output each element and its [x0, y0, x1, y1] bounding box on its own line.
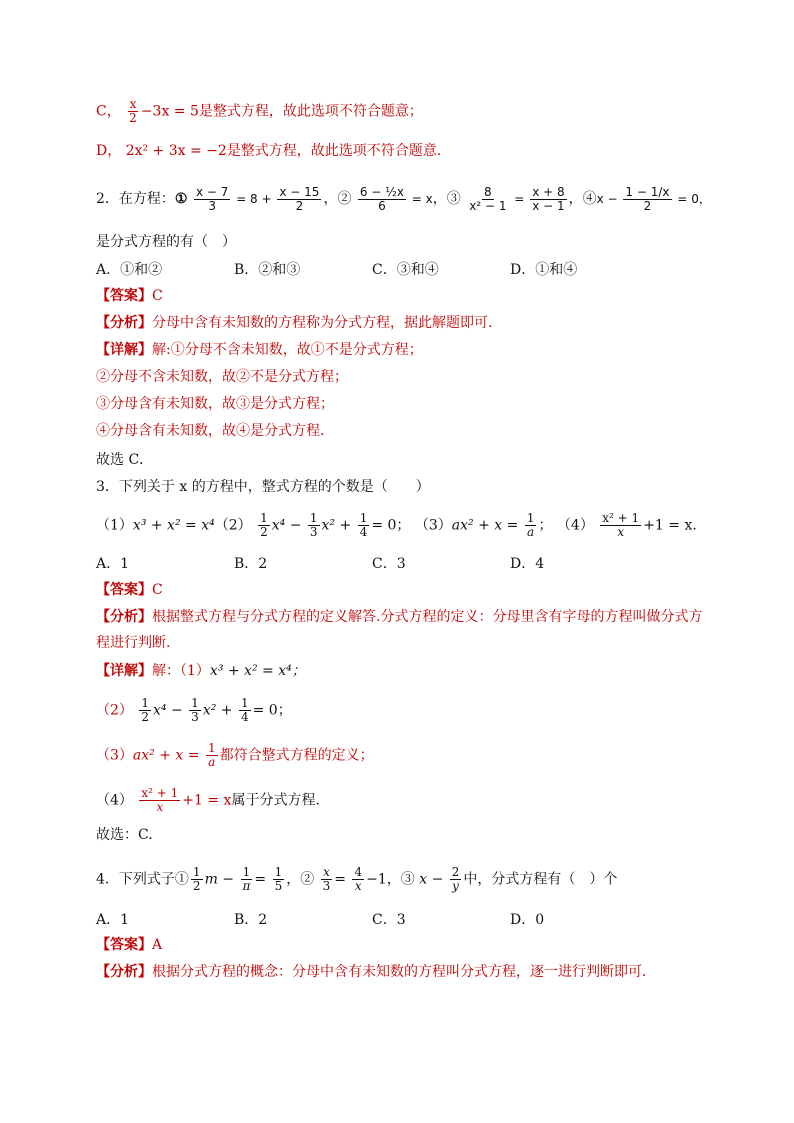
detail-line [96, 661, 306, 681]
fraction [352, 866, 364, 893]
analysis-tag: 【分析】 [96, 315, 152, 331]
equation: x² + [321, 517, 352, 534]
analysis-text: 分母中含有未知数的方程称为分式方程，据此解题即可． [152, 315, 502, 331]
equation: ； [538, 517, 553, 534]
frac-num: 6 − ½x [359, 185, 404, 199]
analysis-text: 根据分式方程的概念：分母中含有未知数的方程叫分式方程，逐一进行判断即可． [152, 964, 656, 980]
fraction [321, 866, 333, 893]
option-a: A．①和② [96, 262, 163, 278]
fraction [239, 697, 251, 724]
frac-den: 2 [129, 111, 137, 125]
analysis-text: 程进行判断. [96, 635, 171, 651]
fraction [358, 186, 406, 213]
frac-num: 1 [260, 511, 268, 525]
fraction [240, 866, 252, 893]
item-mark: （3） [414, 517, 452, 534]
detail-text: ③分母含有未知数，故③是分式方程； [96, 396, 334, 412]
equation: = [334, 871, 347, 888]
option-c: C．3 [372, 912, 406, 928]
analysis-line [96, 313, 502, 333]
frac-den: y [452, 879, 459, 893]
equation-rest: −3x = 5 [140, 103, 199, 120]
fraction [358, 512, 370, 539]
option-d-explanation [96, 141, 441, 161]
detail-text: 解:①分母不含未知数，故①不是分式方程； [152, 342, 423, 358]
analysis-text: 根据整式方程与分式方程的定义解答.分式方程的定义：分母里含有字母的方程叫做分式方 [152, 609, 703, 625]
frac-den: x [617, 525, 625, 539]
conclusion: 故选：C. [96, 827, 153, 843]
detail-line-2 [96, 697, 292, 724]
equation: x² + [202, 702, 233, 719]
detail-text: 都符合整式方程的定义； [219, 747, 374, 764]
fraction [139, 787, 180, 814]
answer-line [96, 286, 163, 306]
equation: −1 [366, 871, 387, 888]
question-4-stem [96, 866, 617, 893]
analysis-tag: 【分析】 [96, 964, 152, 980]
option-b: B．②和③ [234, 262, 301, 278]
question-lead: 4．下列式子① [96, 871, 189, 888]
frac-num: 2 [451, 865, 460, 879]
item-mark: （4） [556, 517, 594, 534]
fraction [189, 697, 201, 724]
frac-num: 1 [242, 865, 251, 879]
equation: = 0； [371, 517, 411, 534]
option-d: D．①和④ [510, 262, 578, 278]
answer-line [96, 935, 162, 955]
equation: ax² + x = [451, 517, 519, 534]
equation: x³ + x² = x⁴ [132, 517, 215, 534]
frac-den: π [242, 879, 251, 893]
equation: x⁴ − [271, 517, 302, 534]
frac-den: 3 [309, 525, 318, 539]
answer-value: A [152, 937, 163, 953]
frac-num: 1 [191, 696, 199, 710]
frac-den: x [156, 800, 164, 814]
frac-den: 2 [141, 710, 150, 724]
fraction [467, 186, 508, 213]
fraction [273, 866, 285, 893]
frac-den: 2 [295, 199, 304, 213]
question-3-stem: 3．下列关于 x 的方程中，整式方程的个数是（ ） [96, 479, 430, 495]
item-mark: （1） [96, 517, 133, 534]
frac-den: 3 [322, 879, 331, 893]
detail-text: 属于分式方程. [231, 792, 320, 809]
frac-num: 1 [240, 696, 249, 710]
frac-den: 2 [260, 525, 268, 539]
frac-den: 4 [359, 525, 368, 539]
fraction [530, 186, 566, 213]
answer-line [96, 580, 163, 600]
frac-den: 3 [191, 710, 199, 724]
option-c: C．③和④ [372, 262, 439, 278]
fraction [600, 512, 641, 539]
frac-den: a [527, 525, 535, 539]
fraction [191, 866, 203, 893]
fraction [206, 742, 218, 769]
equation: m − [204, 871, 235, 888]
mark-4: ，④ [568, 191, 597, 207]
detail-line-4 [96, 787, 320, 814]
explanation-text: 是整式方程，故此选项不符合题意. [226, 143, 442, 159]
detail-tag: 【详解】 [96, 342, 152, 358]
item-mark: （3） [96, 747, 133, 764]
item-mark: （2） [96, 702, 133, 719]
equation-mid: = [514, 192, 525, 206]
option-c-explanation [96, 98, 423, 125]
question-2-stem [96, 186, 711, 213]
mark-2: ，② [323, 191, 352, 207]
option-c: C．3 [372, 556, 406, 572]
frac-num: 1 [359, 511, 368, 525]
analysis-tag: 【分析】 [96, 609, 152, 625]
answer-tag: 【答案】 [96, 582, 152, 598]
frac-den: 3 [208, 199, 216, 213]
frac-num: x − 15 [279, 185, 320, 199]
frac-den: 5 [274, 879, 283, 893]
fraction [525, 512, 537, 539]
detail-tag: 【详解】 [96, 663, 152, 679]
equation: = 0； [252, 702, 292, 719]
option-a: A．1 [96, 912, 130, 928]
fraction [139, 697, 151, 724]
question-tail: 中，分式方程有（ ）个 [463, 871, 618, 888]
frac-num: x + 8 [532, 185, 565, 199]
question-2-tail: 是分式方程的有（ ） [96, 234, 236, 250]
option-c-label: C， [96, 103, 121, 120]
frac-num: 1 [141, 696, 150, 710]
equation: ax² + x = [132, 747, 200, 764]
conclusion: 故选 C． [96, 452, 154, 468]
equation: = [254, 871, 267, 888]
option-d: D．4 [510, 556, 545, 572]
fraction [450, 866, 462, 893]
detail-line [96, 340, 423, 360]
fraction [258, 512, 270, 539]
frac-den: 2 [643, 199, 652, 213]
analysis-line [96, 962, 656, 982]
mark-1: ① [174, 191, 188, 207]
option-a: A．1 [96, 556, 130, 572]
equation: +1 = x. [643, 517, 697, 534]
explanation-text: 是整式方程，故此选项不符合题意； [198, 103, 423, 120]
equation: +1 = x [182, 792, 232, 809]
option-d: D．0 [510, 912, 545, 928]
mark-3: ，③ [432, 191, 461, 207]
answer-value: C [152, 582, 163, 598]
frac-num: 1 [207, 741, 216, 755]
fraction [277, 186, 321, 213]
frac-num: 1 [526, 511, 535, 525]
frac-den: a [208, 755, 216, 769]
equation: x³ + x² = x⁴； [209, 663, 306, 679]
frac-num: x − 7 [195, 185, 229, 199]
frac-num: 1 [309, 511, 318, 525]
detail-text: 解：（1） [152, 663, 210, 679]
frac-num: 8 [484, 185, 492, 199]
fraction [194, 186, 230, 213]
fraction [623, 186, 671, 213]
frac-den: x − 1 [532, 199, 565, 213]
analysis-line [96, 607, 702, 627]
frac-num: 1 [192, 865, 201, 879]
equation: x⁴ − [153, 702, 183, 719]
frac-num: 1 [274, 865, 283, 879]
mark-2: ，② [286, 871, 315, 888]
option-d-label: D， [96, 143, 122, 159]
frac-den: x [354, 879, 362, 893]
frac-den: x² − 1 [469, 199, 507, 213]
frac-num: 1 − 1/x [625, 185, 670, 199]
equation-mid: = 8 + [236, 192, 272, 206]
equation-rest: = 0， [677, 192, 711, 206]
question-lead: 2．在方程： [96, 191, 175, 207]
answer-value: C [152, 288, 163, 304]
frac-den: 6 [378, 199, 386, 213]
equation: x − [419, 871, 444, 888]
detail-text: ④分母含有未知数，故④是分式方程． [96, 423, 334, 439]
fraction [308, 512, 320, 539]
equation-pre: x − [596, 192, 618, 206]
frac-den: 4 [240, 710, 249, 724]
answer-tag: 【答案】 [96, 937, 152, 953]
option-b: B．2 [234, 556, 268, 572]
item-mark: （2） [214, 517, 252, 534]
item-mark: （4） [96, 792, 133, 809]
equation: 2x² + 3x = −2 [125, 143, 227, 159]
frac-num: 4 [354, 865, 363, 879]
fraction [127, 98, 139, 125]
frac-den: 2 [192, 879, 201, 893]
answer-tag: 【答案】 [96, 288, 152, 304]
frac-num: x² + 1 [602, 511, 640, 525]
detail-line-3 [96, 742, 374, 769]
frac-num: x [323, 865, 330, 879]
equation-rest: = x [411, 192, 433, 206]
frac-num: x [129, 97, 137, 111]
mark-3: ，③ [386, 871, 415, 888]
question-3-items [96, 512, 697, 539]
frac-num: x² + 1 [141, 786, 179, 800]
detail-text: ②分母不含未知数，故②不是分式方程； [96, 369, 348, 385]
option-b: B．2 [234, 912, 268, 928]
